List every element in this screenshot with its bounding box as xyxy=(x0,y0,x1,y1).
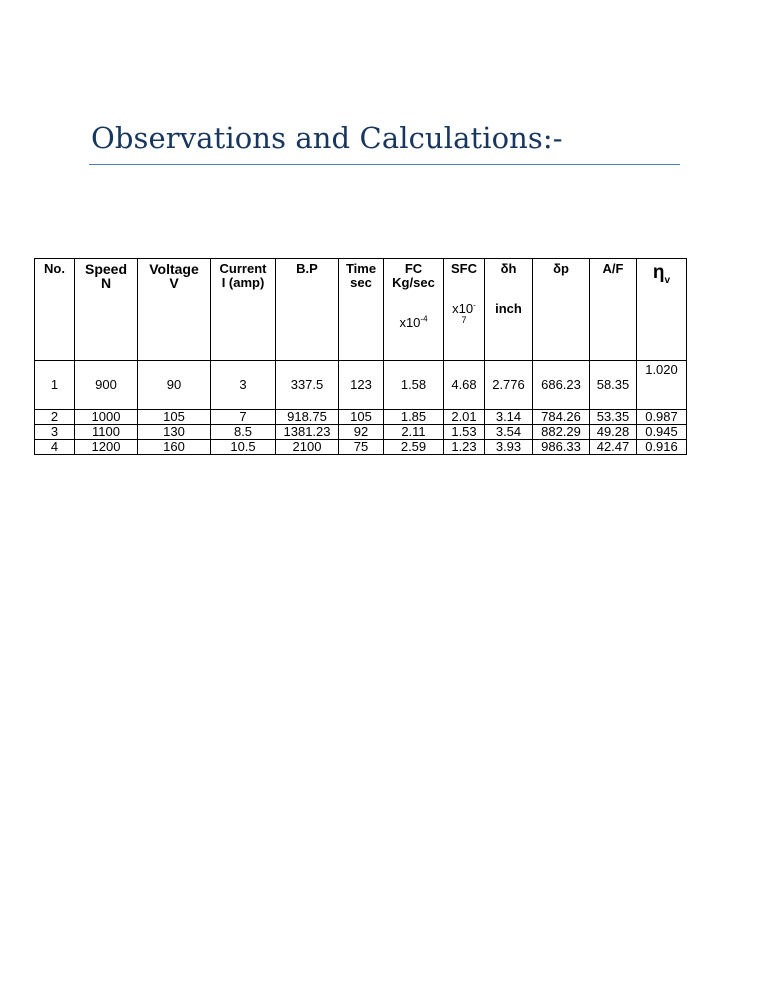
cell-voltage: 130 xyxy=(138,425,211,440)
cell-no: 2 xyxy=(35,410,75,425)
cell-fc: 2.11 xyxy=(384,425,444,440)
header-sfc-multiplier-base: x10 xyxy=(452,301,474,316)
cell-af: 53.35 xyxy=(590,410,637,425)
cell-dp: 686.23 xyxy=(533,361,590,410)
header-bp xyxy=(276,259,339,361)
cell-af: 49.28 xyxy=(590,425,637,440)
header-dh-unit: inch xyxy=(495,301,522,316)
header-eta xyxy=(637,259,687,361)
header-current xyxy=(211,259,276,361)
header-sfc-multiplier-sign: - xyxy=(473,300,476,310)
cell-bp: 2100 xyxy=(276,440,339,455)
cell-speed: 1100 xyxy=(75,425,138,440)
cell-no: 4 xyxy=(35,440,75,455)
cell-time: 75 xyxy=(339,440,384,455)
header-no-label: No. xyxy=(44,261,65,276)
cell-fc: 1.85 xyxy=(384,410,444,425)
cell-fc: 2.59 xyxy=(384,440,444,455)
cell-dh: 3.14 xyxy=(485,410,533,425)
cell-current: 10.5 xyxy=(211,440,276,455)
page-title: Observations and Calculations:- xyxy=(91,121,563,155)
cell-speed: 1200 xyxy=(75,440,138,455)
cell-dh: 3.54 xyxy=(485,425,533,440)
cell-eta: 1.020 xyxy=(637,361,687,410)
header-speed-label: Speed xyxy=(84,261,127,277)
cell-af: 58.35 xyxy=(590,361,637,410)
header-speed xyxy=(75,259,138,361)
cell-sfc: 2.01 xyxy=(444,410,485,425)
observations-table xyxy=(34,258,687,455)
cell-voltage: 160 xyxy=(138,440,211,455)
header-eta-subscript: v xyxy=(664,274,671,286)
header-dh xyxy=(485,259,533,361)
header-eta-letter: η xyxy=(652,262,665,283)
header-dp-label: δp xyxy=(553,261,569,276)
header-fc-label: FC xyxy=(404,261,423,276)
cell-fc: 1.58 xyxy=(384,361,444,410)
title-underline xyxy=(89,164,680,165)
cell-no: 1 xyxy=(35,361,75,410)
cell-eta: 0.987 xyxy=(637,410,687,425)
header-time-label: Time xyxy=(345,261,377,276)
cell-dp: 986.33 xyxy=(533,440,590,455)
header-sfc-label: SFC xyxy=(451,261,477,276)
header-time xyxy=(339,259,384,361)
header-current-unit: I (amp) xyxy=(221,275,265,290)
cell-dp: 784.26 xyxy=(533,410,590,425)
cell-dh: 2.776 xyxy=(485,361,533,410)
cell-speed: 900 xyxy=(75,361,138,410)
cell-current: 3 xyxy=(211,361,276,410)
cell-bp: 1381.23 xyxy=(276,425,339,440)
cell-sfc: 1.53 xyxy=(444,425,485,440)
cell-speed: 1000 xyxy=(75,410,138,425)
header-af xyxy=(590,259,637,361)
cell-time: 105 xyxy=(339,410,384,425)
cell-voltage: 90 xyxy=(138,361,211,410)
header-voltage-unit: V xyxy=(169,275,179,291)
header-speed-unit: N xyxy=(100,275,112,291)
header-dh-label: δh xyxy=(500,261,517,276)
cell-time: 92 xyxy=(339,425,384,440)
header-sfc-multiplier xyxy=(446,302,482,325)
header-dp xyxy=(533,259,590,361)
header-sfc-multiplier-exponent: 7 xyxy=(461,315,467,325)
cell-eta: 0.945 xyxy=(637,425,687,440)
cell-voltage: 105 xyxy=(138,410,211,425)
header-bp-label: B.P xyxy=(296,261,318,276)
header-af-label: A/F xyxy=(602,261,624,276)
cell-bp: 337.5 xyxy=(276,361,339,410)
cell-time: 123 xyxy=(339,361,384,410)
header-no xyxy=(35,259,75,361)
header-eta-symbol xyxy=(652,262,671,288)
header-fc-multiplier-base: x10 xyxy=(399,315,421,330)
header-fc-multiplier-exponent: -4 xyxy=(420,314,428,324)
cell-sfc: 1.23 xyxy=(444,440,485,455)
cell-dp: 882.29 xyxy=(533,425,590,440)
table-row xyxy=(35,361,687,410)
cell-eta: 0.916 xyxy=(637,440,687,455)
table-row xyxy=(35,440,687,455)
table-row xyxy=(35,425,687,440)
header-fc-multiplier xyxy=(386,316,441,330)
header-fc-unit: Kg/sec xyxy=(392,275,435,290)
cell-dh: 3.93 xyxy=(485,440,533,455)
header-fc xyxy=(384,259,444,361)
header-sfc xyxy=(444,259,485,361)
header-voltage-label: Voltage xyxy=(149,261,199,277)
cell-current: 8.5 xyxy=(211,425,276,440)
header-time-unit: sec xyxy=(350,275,372,290)
header-voltage xyxy=(138,259,211,361)
cell-bp: 918.75 xyxy=(276,410,339,425)
cell-sfc: 4.68 xyxy=(444,361,485,410)
cell-no: 3 xyxy=(35,425,75,440)
header-current-label: Current xyxy=(219,261,267,276)
header-row xyxy=(35,259,687,361)
table-row xyxy=(35,410,687,425)
cell-current: 7 xyxy=(211,410,276,425)
cell-af: 42.47 xyxy=(590,440,637,455)
